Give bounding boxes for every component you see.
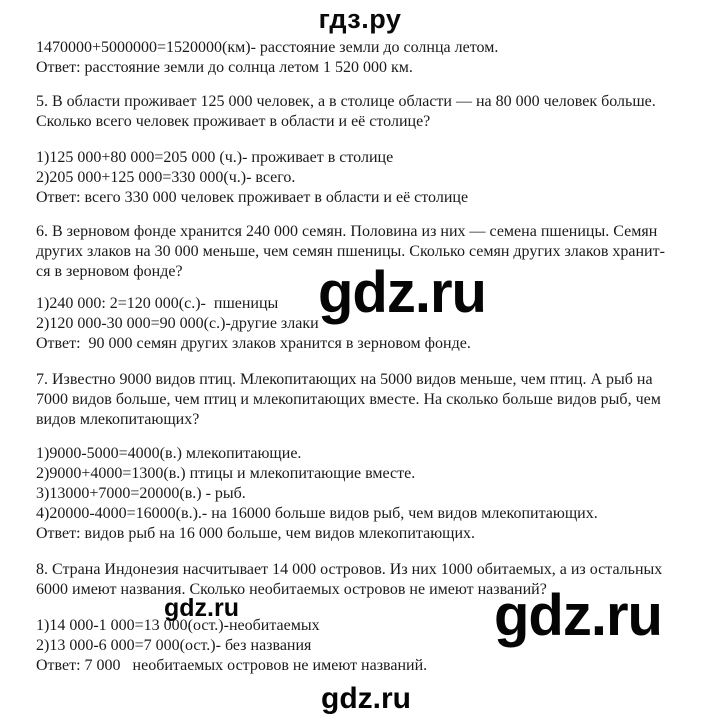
text-line: 2)9000+4000=1300(в.) птицы и млекопитающие вместе.: [36, 465, 416, 482]
text-line: Ответ: всего 330 000 человек проживает в области и её столице: [36, 189, 469, 206]
text-line: 6000 имеют названия. Сколько необитаемых островов не имеют названий?: [36, 581, 547, 598]
problem-7-question: [36, 370, 700, 430]
text-line: 5. В области проживает 125 000 человек, а в столице области — на 80 000 человек больше.: [36, 93, 656, 110]
text-line: 7. Известно 9000 видов птиц. Млекопитающих на 5000 видов меньше, чем птиц. А рыб на: [36, 371, 653, 388]
text-line: 2)13 000-6 000=7 000(ост.)- без названия: [36, 637, 312, 654]
text-line: 3)13000+7000=20000(в.) - рыб.: [36, 485, 246, 502]
text-line: 8. Страна Индонезия насчитывает 14 000 островов. Из них 1000 обитаемых, а из остальных: [36, 561, 663, 578]
text-line: 2)120 000-30 000=90 000(с.)-другие злаки: [36, 315, 319, 332]
text-line: других злаков на 30 000 меньше, чем семян пшеницы. Сколько семян других злаков хранит-: [36, 243, 665, 260]
text-line: 2)205 000+125 000=330 000(ч.)- всего.: [36, 169, 296, 186]
problem-5-solution: [36, 148, 700, 208]
text-line: 4)20000-4000=16000(в.).- на 16000 больше видов рыб, чем видов млекопитающих.: [36, 505, 598, 522]
gdz-watermark-right-large: gdz.ru: [494, 583, 662, 648]
gdz-watermark-middle: gdz.ru: [318, 260, 486, 325]
intro-solution-block: [36, 38, 700, 78]
text-line: Ответ: 90 000 семян других злаков хранится в зерновом фонде.: [36, 335, 471, 352]
text-line: 1)14 000-1 000=13 000(ост.)-необитаемых: [36, 617, 320, 634]
gdz-watermark-small: gdz.ru: [164, 594, 239, 622]
text-line: видов млекопитающих?: [36, 411, 200, 428]
text-line: 1)9000-5000=4000(в.) млекопитающие.: [36, 445, 302, 462]
text-line: Ответ: расстояние земли до солнца летом 1 520 000 км.: [36, 59, 413, 76]
problem-7-solution: [36, 444, 700, 544]
document-content: [0, 38, 720, 676]
text-line: 7000 видов больше, чем птиц и млекопитающих вместе. На сколько больше видов рыб, чем: [36, 391, 661, 408]
text-line: 1470000+5000000=1520000(км)- расстояние земли до солнца летом.: [36, 39, 499, 56]
text-line: 1)125 000+80 000=205 000 (ч.)- проживает в столице: [36, 149, 394, 166]
text-line: ся в зерновом фонде?: [36, 263, 183, 280]
gdz-watermark-bottom: gdz.ru: [321, 682, 411, 715]
text-line: Ответ: 7 000 необитаемых островов не имеют названий.: [36, 657, 428, 674]
site-logo-header: гдз.ру: [318, 4, 402, 34]
text-line: Ответ: видов рыб на 16 000 больше, чем видов млекопитающих.: [36, 525, 476, 542]
problem-5-question: [36, 92, 700, 132]
text-line: 6. В зерновом фонде хранится 240 000 семян. Половина из них — семена пшеницы. Семян: [36, 223, 658, 240]
text-line: Сколько всего человек проживает в области и её столице?: [36, 113, 431, 130]
text-line: 1)240 000: 2=120 000(с.)- пшеницы: [36, 295, 279, 312]
